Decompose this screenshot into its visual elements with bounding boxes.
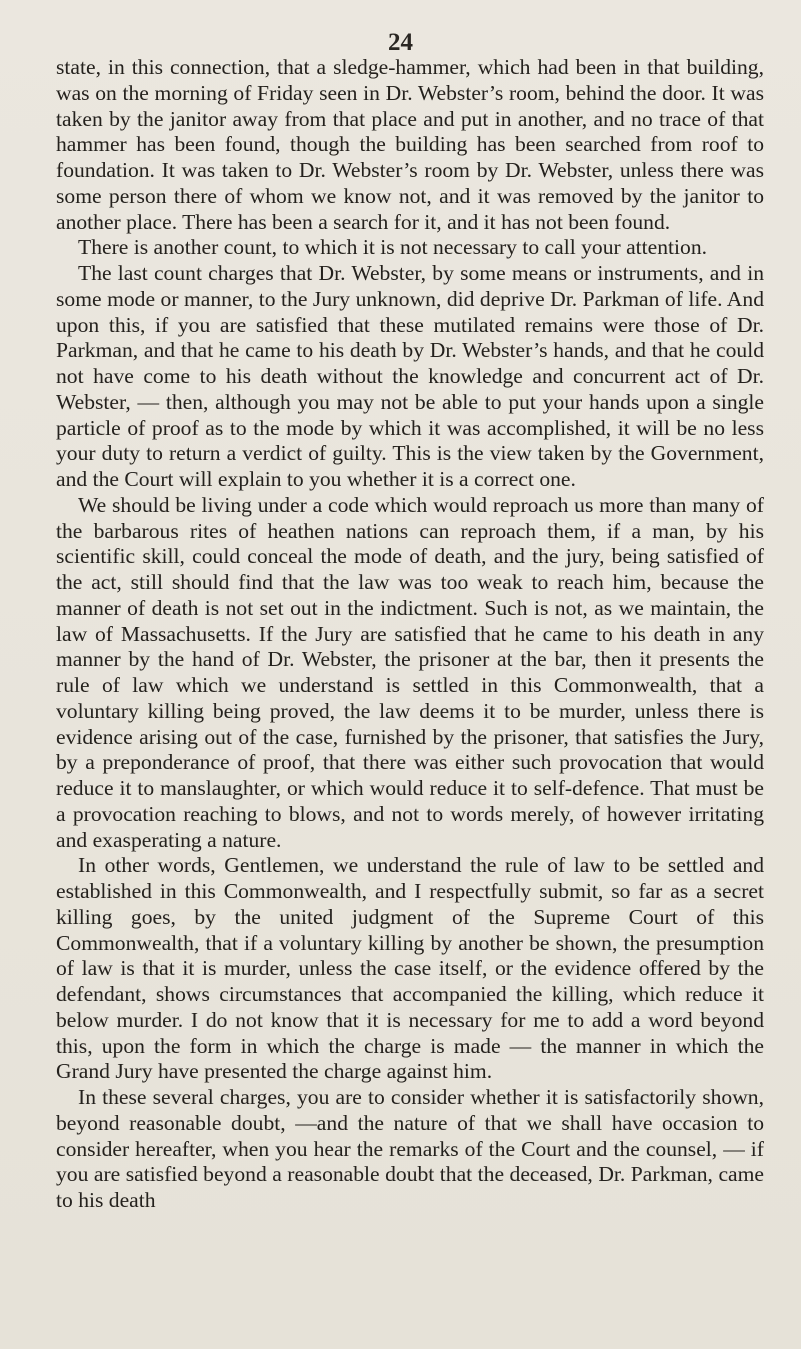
paragraph: We should be living under a code which would reproach us more than many of the barbarous rites of heathen nations can reproach them, if a man, by his scientific skill, could conceal the mode of death, and the jury, being satisfied of the act, still should find that the law was too weak to reach him, because the manner of death is not set out in the indictment. Such is not, as we maintain, the law of Massachusetts. If the Jury are satisfied that he came to his death in any manner by the hand of Dr. Webster, the prisoner at the bar, then it presents the rule of law which we understand is settled in this Commonwealth, that a voluntary killing being proved, the law deems it to be murder, unless there is evidence arising out of the case, furnished by the prisoner, that satisfies the Jury, by a preponderance of proof, that there was either such provocation that would reduce it to manslaughter, or which would reduce it to self-defence. That must be a provocation reaching to blows, and not to words merely, of however irritating and exasperating a nature. [56, 492, 764, 852]
body-text [56, 55, 764, 1214]
paragraph: The last count charges that Dr. Webster, by some means or instruments, and in some mode or manner, to the Jury unknown, did deprive Dr. Parkman of life. And upon this, if you are satisfied that these mutilated remains were those of Dr. Parkman, and that he came to his death by Dr. Webster’s hands, and that he could not have come to his death without the knowledge and concurrent act of Dr. Webster, — then, although you may not be able to put your hands upon a single particle of proof as to the mode by which it was accomplished, it will be no less your duty to return a verdict of guilty. This is the view taken by the Government, and the Court will explain to you whether it is a correct one. [56, 261, 764, 491]
paragraph: In other words, Gentlemen, we understand the rule of law to be settled and established in this Commonwealth, and I respectfully submit, so far as a secret killing goes, by the united judgment of the Supreme Court of this Commonwealth, that if a voluntary killing by another be shown, the presumption of law is that it is murder, unless the case itself, or the evidence offered by the defendant, shows circumstances that accompanied the killing, which reduce it below murder. I do not know that it is necessary for me to add a word beyond this, upon the form in which the charge is made — the manner in which the Grand Jury have presented the charge against him. [56, 853, 764, 1084]
page-number: 24 [388, 29, 413, 56]
paragraph: There is another count, to which it is not necessary to call your attention. [78, 235, 708, 260]
paragraph: In these several charges, you are to consider whether it is satisfactorily shown, beyond reasonable doubt, —and the nature of that we shall have occasion to consider hereafter, when you hear the remarks of the Court and the counsel, — if you are satisfied beyond a reasonable doubt that the deceased, Dr. Parkman, came to his death [56, 1085, 764, 1212]
paragraph: state, in this connection, that a sledge-hammer, which had been in that building, was on the morning of Friday seen in Dr. Webster’s room, behind the door. It was taken by the janitor away from that place and put in another, and no trace of that hammer has been found, though the building has been searched from roof to foundation. It was taken to Dr. Webster’s room by Dr. Webster, unless there was some person there of whom we know not, and it was removed by the janitor to another place. There has been a search for it, and it has not been found. [56, 55, 764, 234]
